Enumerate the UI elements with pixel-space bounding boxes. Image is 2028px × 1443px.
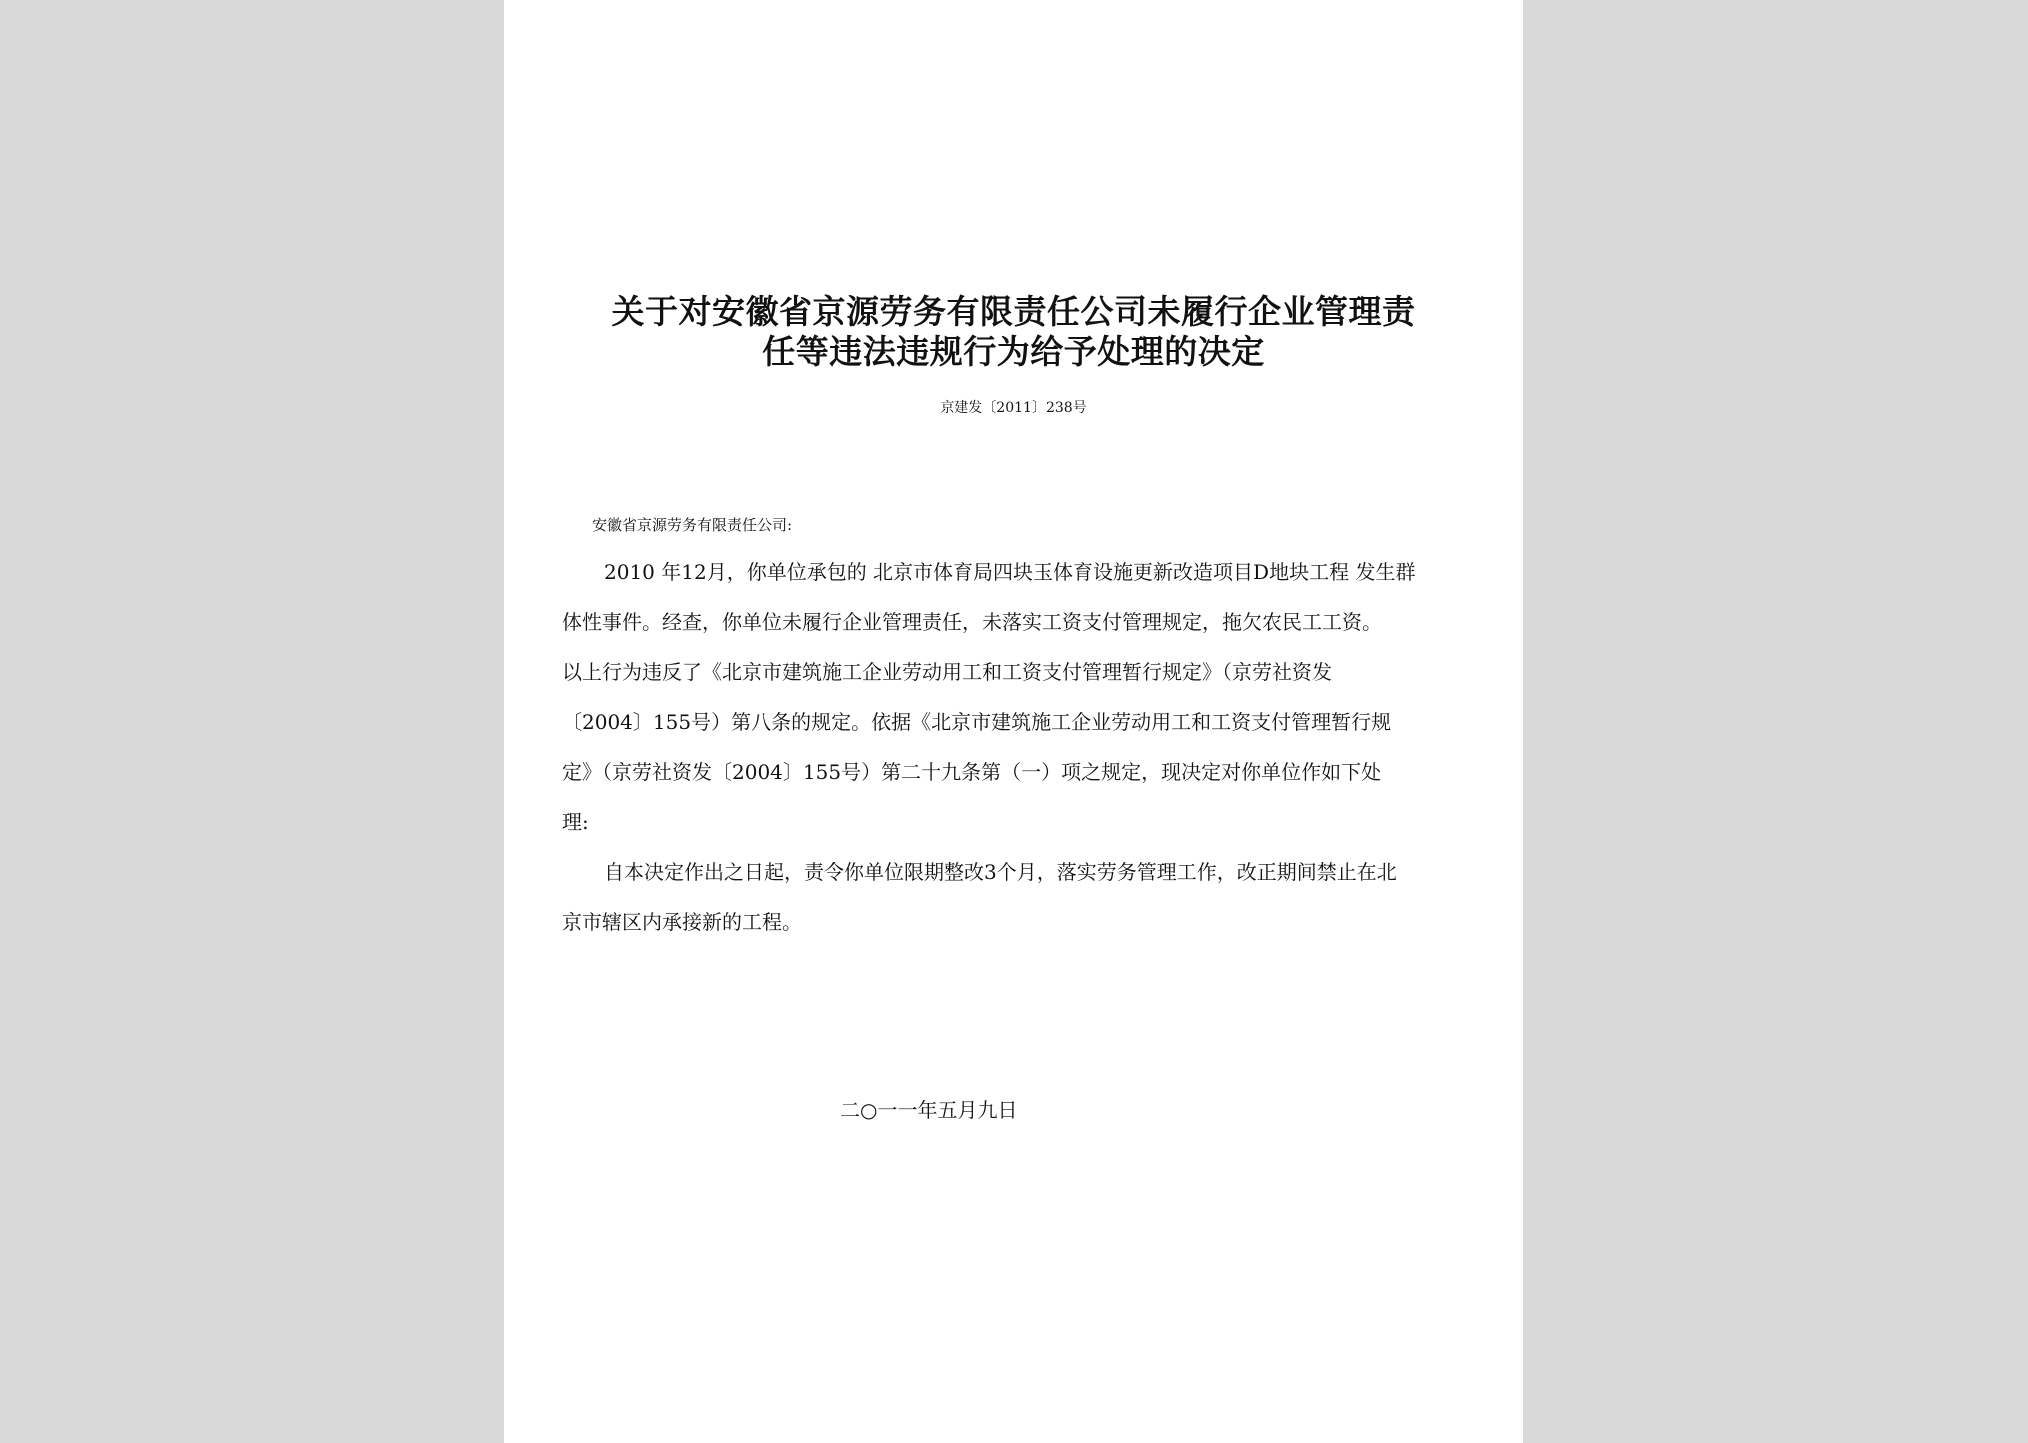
paragraph-1-line-1: 2010 年12月，你单位承包的 北京市体育局四块玉体育设施更新改造项目D地块工程 发生群 [604,560,1416,584]
paragraph-1-line-2: 体性事件。经查，你单位未履行企业管理责任，未落实工资支付管理规定，拖欠农民工工资。 [562,610,1382,634]
paragraph-1-line-4: 〔2004〕155号）第八条的规定。依据《北京市建筑施工企业劳动用工和工资支付管理暂行规 [562,710,1392,734]
paragraph-1-line-3: 以上行为违反了《北京市建筑施工企业劳动用工和工资支付管理暂行规定》（京劳社资发 [562,660,1332,684]
addressee: 安徽省京源劳务有限责任公司: [592,516,793,534]
document-page [504,0,1523,1443]
paragraph-2-line-2: 京市辖区内承接新的工程。 [562,910,802,934]
document-title-line-2: 任等违法违规行为给予处理的决定 [762,332,1265,371]
paragraph-2-line-1: 自本决定作出之日起，责令你单位限期整改3个月，落实劳务管理工作，改正期间禁止在北 [604,860,1397,884]
paragraph-1-line-6: 理: [562,810,589,834]
document-title-line-1: 关于对安徽省京源劳务有限责任公司未履行企业管理责 [611,292,1416,331]
document-number: 京建发〔2011〕238号 [940,400,1087,416]
paragraph-1-line-5: 定》（京劳社资发〔2004〕155号）第二十九条第（一）项之规定，现决定对你单位作如下处 [562,760,1382,784]
document-date: 二○一一年五月九日 [840,1098,1018,1122]
